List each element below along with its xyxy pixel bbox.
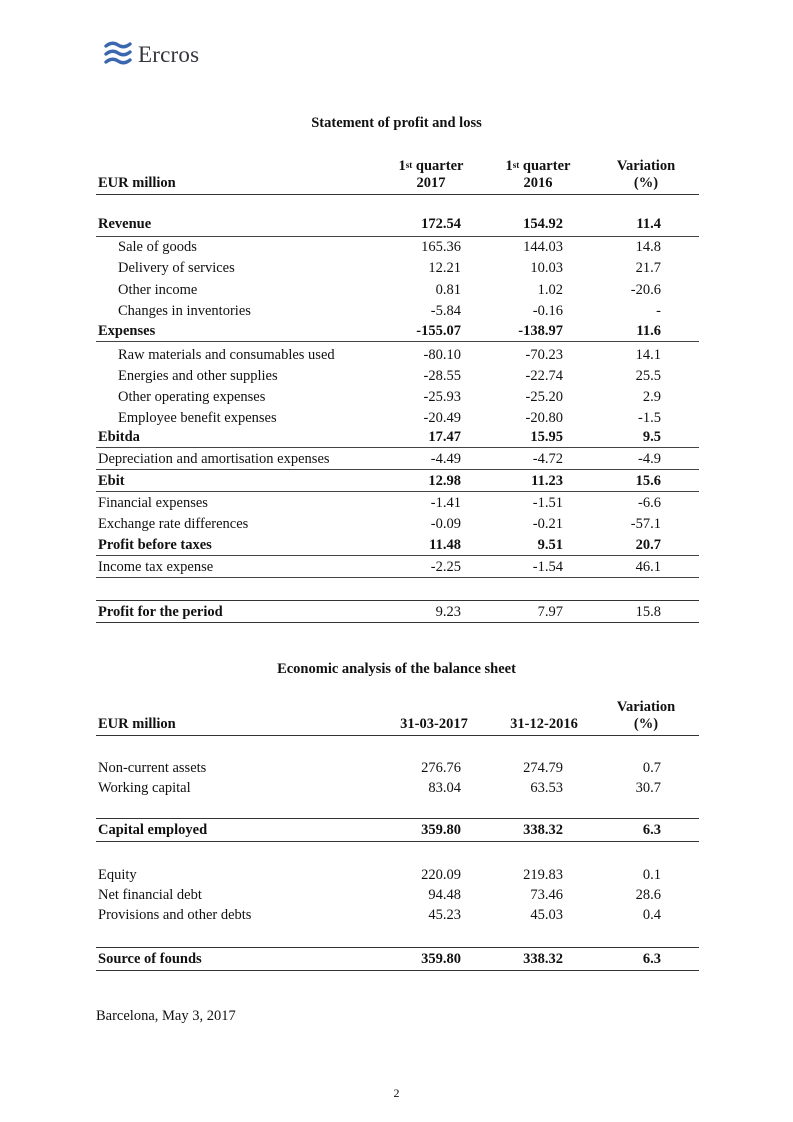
table-row: Ebit 12.98 11.23 15.6	[96, 471, 699, 492]
table-row: Other operating expenses -25.93 -25.20 2.9	[118, 389, 661, 405]
table-row: Depreciation and amortisation expenses -4.49 -4.72 -4.9	[96, 449, 699, 470]
logo-wordmark: Ercros	[138, 42, 200, 67]
page-number: 2	[393, 1086, 400, 1100]
table-row: Changes in inventories -5.84 -0.16 -	[118, 303, 661, 319]
table-row: Energies and other supplies -28.55 -22.74 25.5	[118, 368, 661, 384]
pl-col-q1-2017: 1st quarter 2017	[398, 158, 464, 191]
table-row: Net financial debt 94.48 73.46 28.6	[98, 887, 661, 903]
bs-col-31-03-2017: 31-03-2017	[400, 716, 468, 732]
pl-unit-label: EUR million	[98, 175, 176, 191]
ercros-wave-icon	[104, 40, 132, 70]
capital-employed-row: Capital employed 359.80 338.32 6.3	[96, 818, 699, 842]
table-row: Expenses -155.07 -138.97 11.6	[96, 321, 699, 342]
table-row: Raw materials and consumables used -80.10 -70.23 14.1	[118, 347, 661, 363]
table-row: Revenue 172.54 154.92 11.4	[98, 216, 661, 232]
table-row: Financial expenses -1.41 -1.51 -6.6	[98, 495, 661, 511]
pl-col-q1-2016: 1st quarter 2016	[505, 158, 571, 191]
bs-header	[96, 695, 699, 736]
table-row: Employee benefit expenses -20.49 -20.80 -1.5	[118, 410, 661, 426]
company-logo	[104, 38, 199, 72]
table-row: Delivery of services 12.21 10.03 21.7	[118, 260, 661, 276]
bs-title: Economic analysis of the balance sheet	[277, 661, 516, 677]
table-row: Income tax expense -2.25 -1.54 46.1	[96, 557, 699, 578]
table-row: Other income 0.81 1.02 -20.6	[118, 282, 661, 298]
bs-unit-label: EUR million	[98, 716, 176, 732]
place-date: Barcelona, May 3, 2017	[96, 1008, 236, 1024]
table-row: Working capital 83.04 63.53 30.7	[98, 780, 661, 796]
table-row: Profit before taxes 11.48 9.51 20.7	[96, 535, 699, 556]
bs-col-variation: Variation (%)	[616, 699, 676, 732]
pl-col-variation: Variation (%)	[616, 158, 676, 191]
table-row: Sale of goods 165.36 144.03 14.8	[96, 236, 699, 257]
table-row: Exchange rate differences -0.09 -0.21 -57.1	[98, 516, 661, 532]
pl-header	[96, 154, 699, 195]
pl-title: Statement of profit and loss	[311, 115, 482, 131]
table-row: Equity 220.09 219.83 0.1	[98, 867, 661, 883]
table-row: Provisions and other debts 45.23 45.03 0.4	[98, 907, 661, 923]
table-row: Ebitda 17.47 15.95 9.5	[96, 427, 699, 448]
profit-for-period-row: Profit for the period 9.23 7.97 15.8	[96, 600, 699, 623]
table-row: Non-current assets 276.76 274.79 0.7	[98, 760, 661, 776]
bs-col-31-12-2016: 31-12-2016	[510, 716, 578, 732]
source-of-funds-row: Source of founds 359.80 338.32 6.3	[96, 947, 699, 971]
